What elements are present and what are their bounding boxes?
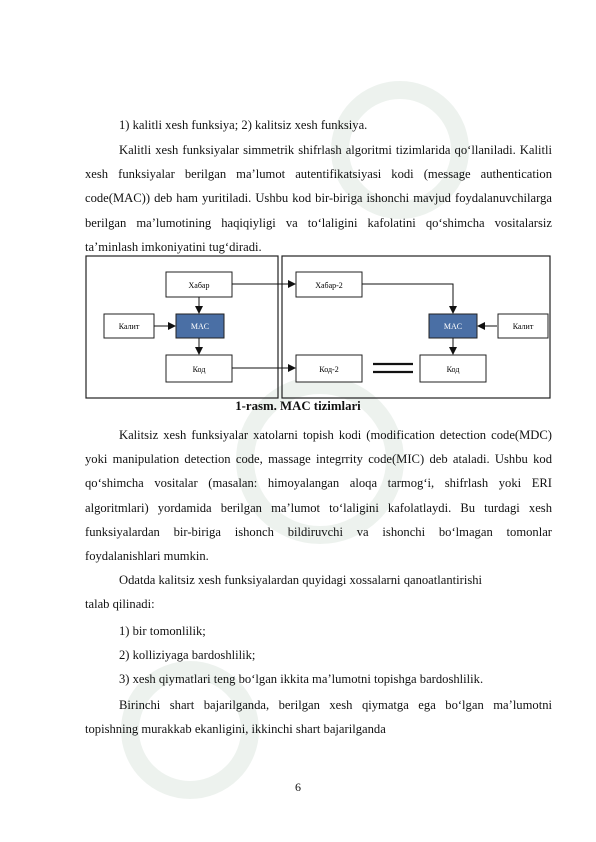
paragraph-conditions-text: Birinchi shart bajarilganda, berilgan xesh qiymatga ega bo‘lgan ma’lumotni topishning murakkab ekanligini, ikkinchi shart bajarilganda: [85, 698, 552, 737]
right-code-label: Код: [446, 365, 460, 374]
right-key-label: Калит: [512, 322, 534, 331]
paragraph-properties-line1: Odatda kalitsiz xesh funksiyalardan quyidagi xossalarni qanoatlantirishi: [119, 573, 483, 587]
arrow-msg2-to-mac: [362, 284, 453, 313]
right-message-label: Хабар-2: [315, 281, 343, 290]
right-code2-label: Код-2: [319, 365, 339, 374]
list-item-1: 1) bir tomonlilik;: [119, 624, 206, 638]
list-item-3: 3) xesh qiymatlari teng bo‘lgan ikkita ma’lumotni topishga bardoshlilik.: [119, 672, 484, 686]
figure-caption: 1-rasm. MAC tizimlari: [235, 399, 361, 413]
mac-diagram: [85, 255, 551, 399]
page-number: 6: [295, 780, 301, 794]
right-mac-label: MAC: [443, 322, 463, 331]
paragraph-properties-line2: talab qilinadi:: [85, 597, 155, 611]
left-code-label: Код: [192, 365, 206, 374]
left-mac-label: MAC: [190, 322, 210, 331]
left-message-label: Хабар: [188, 281, 210, 290]
paragraph-mac-text: Kalitli xesh funksiyalar simmetrik shifrlash algoritmi tizimlarida qo‘llaniladi. Kalitli xesh funksiyalar berilgan ma’lumot autentifikatsiyasi kodi (message authentication code(MAC)) deb ham yuritiladi. Ushbu kod bir-biriga ishonchi mavjud foydalanuvchilarga berilgan ma’lumotining haqiqiyligi va to‘laligini kafolatini qo‘shimcha vositalarsiz ta’minlash imkoniyatini tug‘diradi.: [85, 143, 552, 254]
left-key-label: Калит: [118, 322, 140, 331]
paragraph-mdc-text: Kalitsiz xesh funksiyalar xatolarni topish kodi (modification detection code(MDC) yoki manipulation detection code, massage integrrity code(MIC) deb ataladi. Ushbu kod qo‘shimcha vositalar (masalan: himoyalangan aloqa tarmog‘i, shifrlash yoki ERI algoritmlari) yordamida berilgan ma’lumot to‘laligini kafolatlaydi. Bu turdagi xesh funksiyalardan bir-biriga ishonch bildiruvchi va ishonchi bo‘lmagan tomonlar foydalanishlari mumkin.: [85, 428, 552, 564]
paragraph-mdc: [85, 423, 552, 568]
paragraph-conditions: [85, 693, 552, 741]
list-intro-line: 1) kalitli xesh funksiya; 2) kalitsiz xesh funksiya.: [119, 118, 368, 132]
list-item-2: 2) kolliziyaga bardoshlilik;: [119, 648, 256, 662]
paragraph-mac: [85, 138, 552, 259]
